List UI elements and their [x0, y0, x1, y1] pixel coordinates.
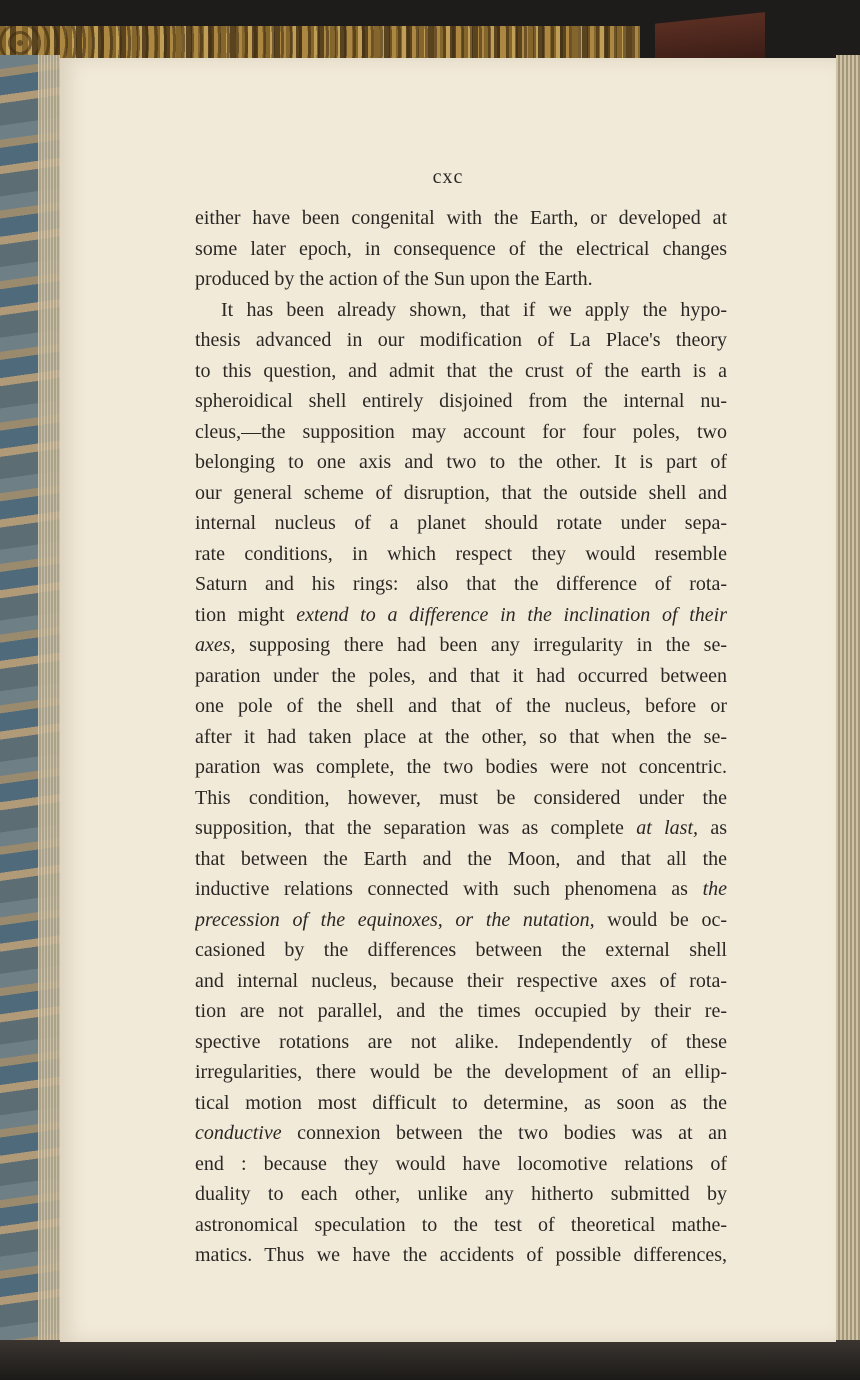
text-line: irregularities, there would be the development of an ellip- [195, 1061, 727, 1083]
text-line: end : because they would have locomotive relations of [195, 1152, 727, 1175]
gilt-ornament-border [0, 26, 640, 60]
text-line: to this question, and admit that the crust of the earth is a [195, 359, 727, 382]
text-line: our general scheme of disruption, that the outside shell and [195, 481, 727, 504]
text-line: produced by the action of the Sun upon the Earth. [195, 268, 593, 290]
text-line: This condition, however, must be considered under the [195, 786, 727, 809]
text-line: precession of the equinoxes, or the nutation, would be oc- [195, 908, 727, 931]
text-line: tion might extend to a difference in the inclination of their [195, 603, 727, 626]
marbled-page-edges [0, 55, 60, 1345]
text-line: rate conditions, in which respect they would resemble [195, 542, 727, 565]
italic-phrase: conductive [195, 1122, 282, 1144]
text-line: conductive connexion between the two bodies was at an [195, 1122, 727, 1144]
text-line: belonging to one axis and two to the other. It is part of [195, 451, 727, 473]
italic-phrase: the [702, 878, 727, 900]
text-line: matics. Thus we have the accidents of possible differences, [195, 1244, 727, 1266]
text-line: supposition, that the separation was as complete at last, as [195, 817, 727, 839]
text-line: some later epoch, in consequence of the electrical changes [195, 237, 727, 260]
text-line: one pole of the shell and that of the nucleus, before or [195, 695, 727, 717]
text-line: cleus,—the supposition may account for four poles, two [195, 420, 727, 443]
text-line: inductive relations connected with such phenomena as the [195, 878, 727, 900]
text-line: casioned by the differences between the external shell [195, 939, 727, 961]
text-line: paration was complete, the two bodies were not concentric. [195, 756, 727, 778]
text-line: tion are not parallel, and the times occupied by their re- [195, 1000, 727, 1022]
text-line: internal nucleus of a planet should rotate under sepa- [195, 512, 727, 534]
text-line: spheroidical shell entirely disjoined from the internal nu- [195, 390, 727, 412]
text-line: paration under the poles, and that it had occurred between [195, 664, 727, 687]
italic-phrase: precession of the equinoxes, or the nutation, [195, 908, 595, 931]
text-line: spective rotations are not alike. Independently of these [195, 1030, 727, 1053]
body-text [195, 203, 727, 1271]
book-page [60, 58, 836, 1342]
text-line: and internal nucleus, because their respective axes of rota- [195, 969, 727, 992]
book-bottom-edge [0, 1340, 860, 1380]
right-page-edges [836, 55, 860, 1350]
text-line: after it had taken place at the other, so that when the se- [195, 725, 727, 748]
text-line: duality to each other, unlike any hitherto submitted by [195, 1183, 727, 1205]
page-number: cxc [432, 166, 464, 188]
text-line: that between the Earth and the Moon, and that all the [195, 847, 727, 870]
book-top-edge [0, 0, 860, 62]
italic-phrase: extend to a difference in the inclination of their [296, 603, 727, 626]
text-line: tical motion most difficult to determine, as soon as the [195, 1091, 727, 1114]
paragraph-start-line: It has been already shown, that if we apply the hypo- [221, 298, 727, 321]
italic-phrase: at last, [636, 817, 698, 839]
text-line: axes, supposing there had been any irregularity in the se- [195, 634, 727, 656]
text-line: astronomical speculation to the test of theoretical mathe- [195, 1213, 727, 1236]
text-line: either have been congenital with the Earth, or developed at [195, 207, 727, 229]
italic-phrase: axes, [195, 634, 236, 656]
text-line: Saturn and his rings: also that the difference of rota- [195, 573, 727, 595]
text-line: thesis advanced in our modification of La Place's theory [195, 329, 727, 351]
